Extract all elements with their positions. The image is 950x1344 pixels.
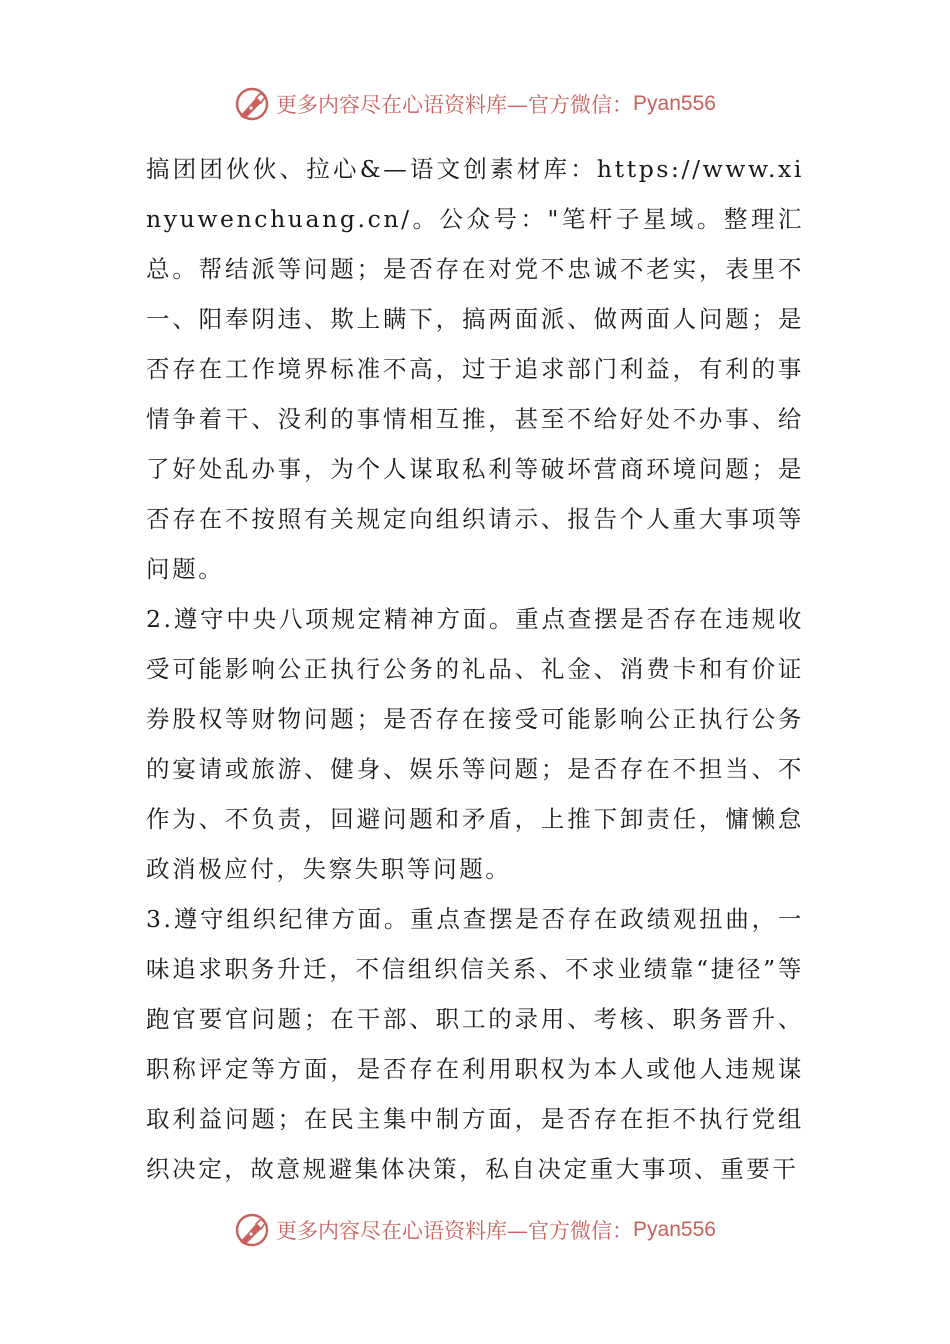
footer-banner [0,1208,950,1252]
footer-banner-handle: Pyan556 [633,1218,716,1241]
footer-banner-text: 更多内容尽在心语资料库—官方微信： [276,1219,634,1243]
paragraph-1: 搞团团伙伙、拉心&—语文创素材库：https://www.xinyuwenchuang.cn/。公众号："笔杆子星域。整理汇总。帮结派等问题；是否存在对党不忠诚不老实，表里不一、阳奉阴违、欺上瞒下，搞两面派、做两面人问题；是否存在工作境界标准不高，过于追求部门利益，有利的事情争着干、没利的事情相互推，甚至不给好处不办事、给了好处乱办事，为个人谋取私利等破坏营商环境问题；是否存在不按照有关规定向组织请示、报告个人重大事项等问题。 [146,155,804,583]
document-body [146,144,804,1194]
header-banner-text: 更多内容尽在心语资料库—官方微信： [276,93,634,117]
pen-nib-logo-icon [234,1212,270,1248]
header-banner-handle: Pyan556 [633,92,716,115]
paragraph-3: 3.遵守组织纪律方面。重点查摆是否存在政绩观扭曲，一味追求职务升迁，不信组织信关系、不求业绩靠“捷径”等跑官要官问题；在干部、职工的录用、考核、职务晋升、职称评定等方面，是否存在利用职权为本人或他人违规谋取利益问题；在民主集中制方面，是否存在拒不执行党组织决定，故意规避集体决策，私自决定重大事项、重要干 [146,905,804,1183]
paragraph-2: 2.遵守中央八项规定精神方面。重点查摆是否存在违规收受可能影响公正执行公务的礼品、礼金、消费卡和有价证券股权等财物问题；是否存在接受可能影响公正执行公务的宴请或旅游、健身、娱乐等问题；是否存在不担当、不作为、不负责，回避问题和矛盾，上推下卸责任，慵懒怠政消极应付，失察失职等问题。 [146,605,804,883]
header-banner [0,82,950,126]
pen-nib-logo-icon [234,86,270,122]
